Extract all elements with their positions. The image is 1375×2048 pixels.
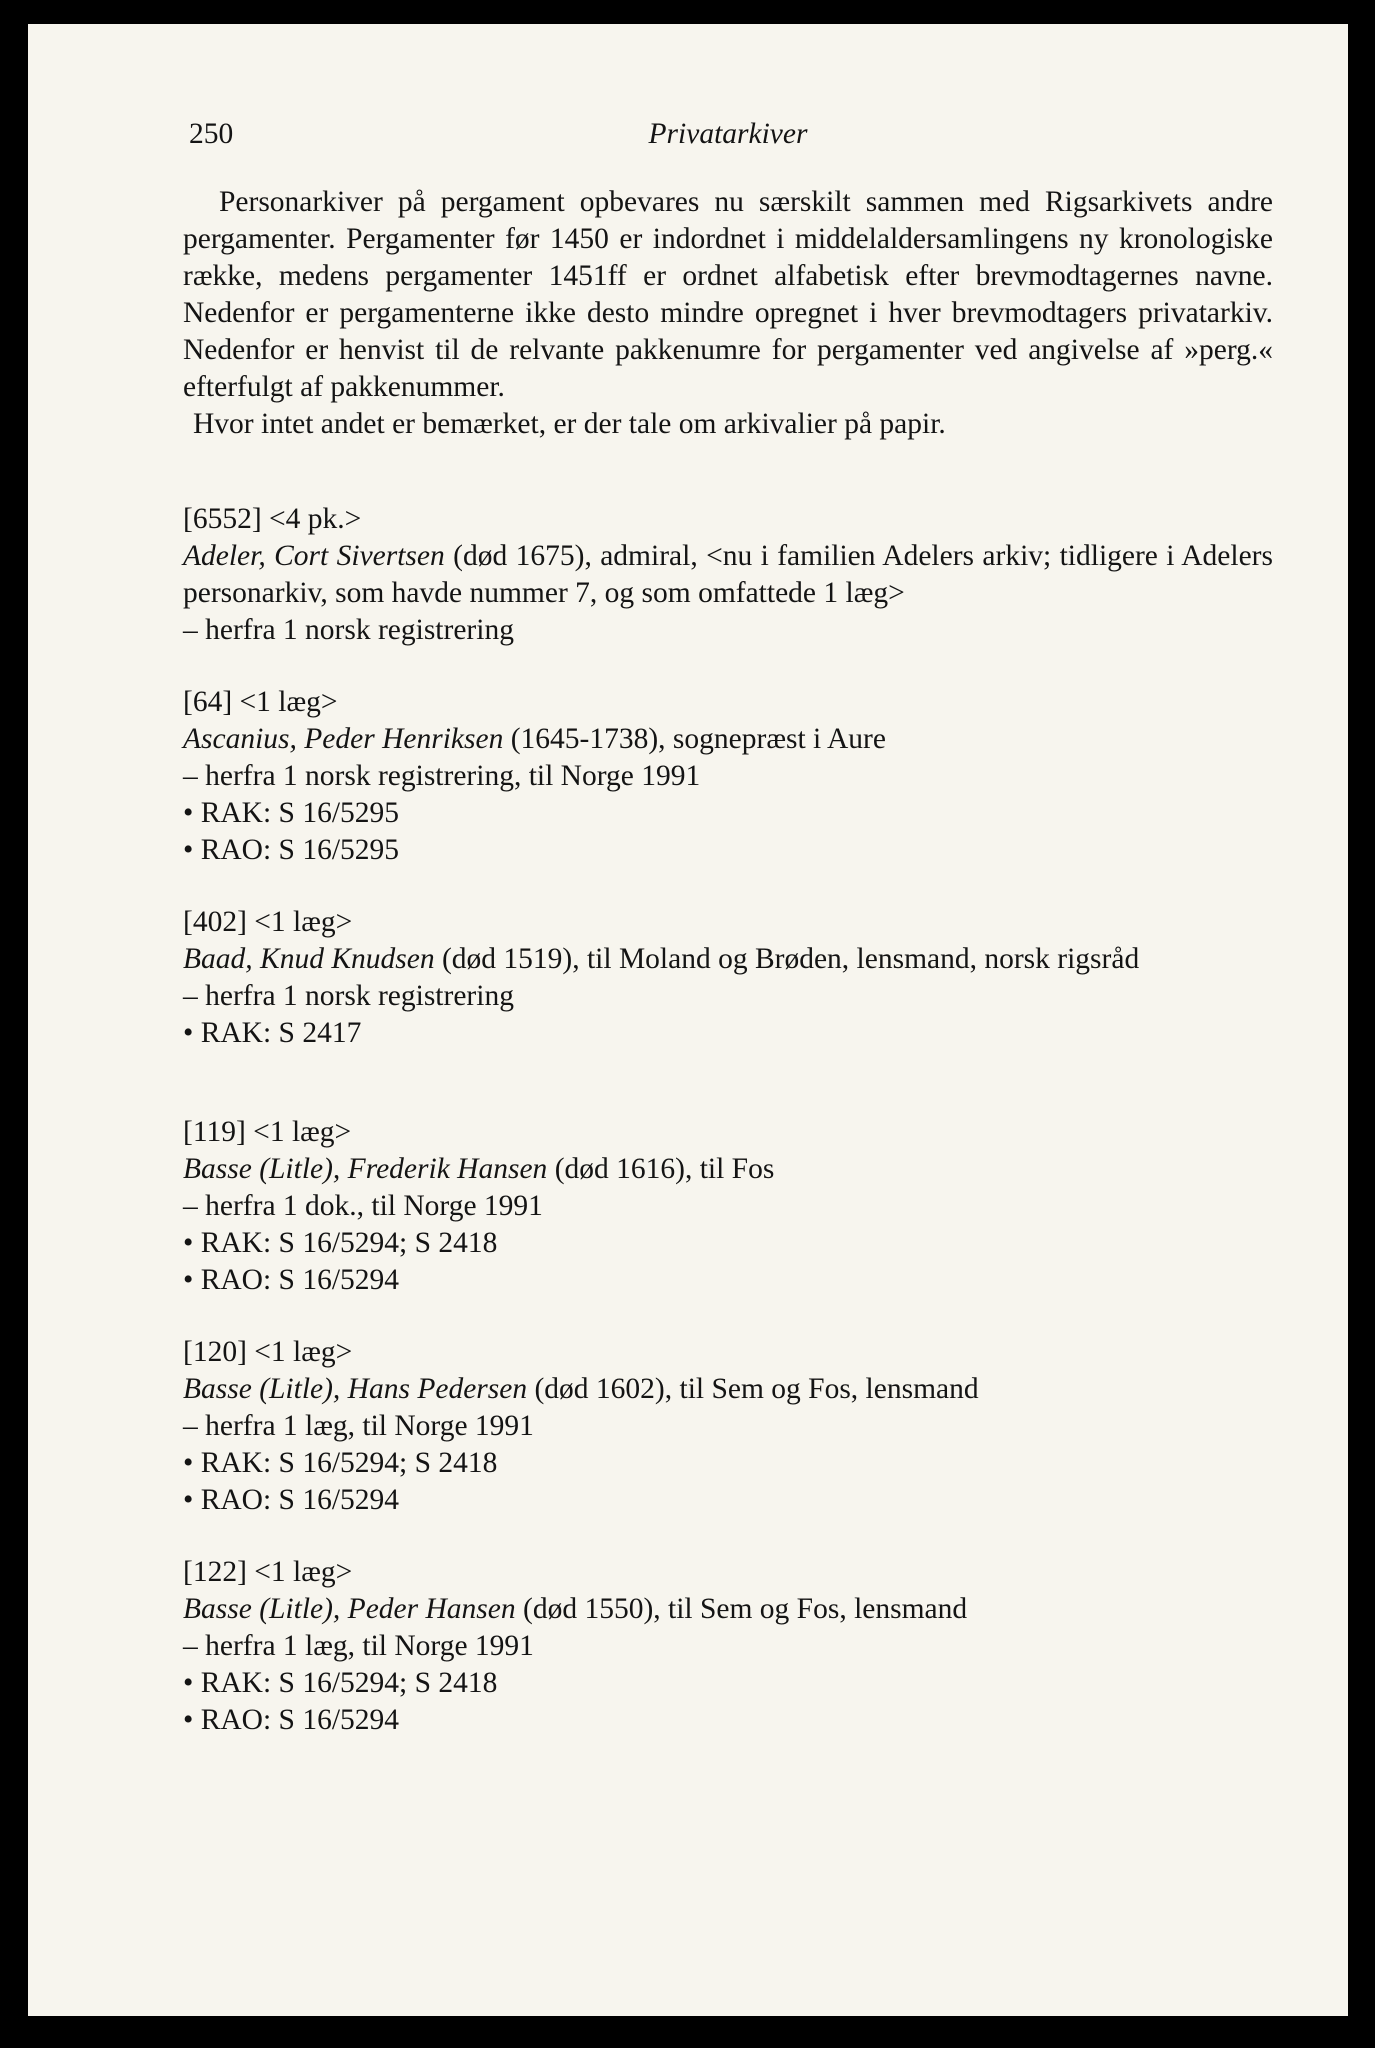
page-number: 250 [189, 118, 234, 150]
intro-text [183, 184, 1273, 443]
entry-detail-line: • RAK: S 16/5294; S 2418 [183, 1447, 498, 1479]
archive-entry [183, 904, 1273, 1052]
page-content [183, 116, 1273, 1774]
document-page [28, 24, 1348, 2016]
entry-heading [183, 941, 1273, 978]
archive-entry [183, 1114, 1273, 1299]
entry-person-name: Basse (Litle), Peder Hansen [183, 1593, 516, 1625]
entry-reference: [6552] <4 pk.> [183, 503, 362, 535]
entry-detail-line: • RAO: S 16/5295 [183, 834, 400, 866]
entry-person-name: Baad, Knud Knudsen [183, 943, 435, 975]
entry-detail-line: • RAK: S 16/5295 [183, 797, 400, 829]
entry-detail-line: • RAK: S 2417 [183, 1017, 362, 1049]
entry-reference: [402] <1 læg> [183, 906, 353, 938]
entry-description: (død 1550), til Sem og Fos, lensmand [515, 1593, 968, 1625]
entry-detail-line: – herfra 1 norsk registrering [183, 614, 514, 646]
archive-entry [183, 501, 1273, 649]
entry-description: (1645-1738), sognepræst i Aure [503, 723, 886, 755]
entry-heading [183, 1371, 1273, 1408]
entry-detail-line: • RAO: S 16/5294 [183, 1484, 400, 1516]
entry-heading [183, 721, 1273, 758]
entry-reference: [120] <1 læg> [183, 1336, 353, 1368]
running-title: Privatarkiver [648, 118, 808, 150]
entry-reference: [122] <1 læg> [183, 1556, 353, 1588]
intro-paragraph: Hvor intet andet er bemærket, er der tale om arkivalier på papir. [193, 408, 946, 440]
entry-detail-line: • RAK: S 16/5294; S 2418 [183, 1227, 498, 1259]
entry-person-name: Ascanius, Peder Henriksen [183, 723, 504, 755]
intro-paragraph: Personarkiver på pergament opbevares nu særskilt sammen med Rigsarkivets andre pergamenter. Pergamenter før 1450 er indordnet i middelaldersamlingens ny kronologiske række, medens pergamenter 1451ff er ordnet alfabetisk efter brevmodtagernes navne. Nedenfor er pergamenterne ikke desto mindre opregnet i hver brevmodtagers privatarkiv. Nedenfor er henvist til de relvante pakkenumre for pergamenter ved angivelse af »perg.« efterfulgt af pakkenummer. [183, 186, 1273, 403]
archive-entries [183, 501, 1273, 1739]
entry-reference: [119] <1 læg> [183, 1116, 352, 1148]
entry-detail-line: • RAK: S 16/5294; S 2418 [183, 1667, 498, 1699]
entry-detail-line: – herfra 1 læg, til Norge 1991 [183, 1630, 534, 1662]
entry-description: (død 1519), til Moland og Brøden, lensmand, norsk rigsråd [434, 943, 1140, 975]
entry-person-name: Adeler, Cort Sivertsen [183, 540, 445, 572]
entry-heading [183, 538, 1273, 612]
entry-detail-line: • RAO: S 16/5294 [183, 1704, 400, 1736]
entry-description: (død 1602), til Sem og Fos, lensmand [527, 1373, 979, 1405]
page-header [183, 116, 1273, 156]
entry-heading [183, 1151, 1273, 1188]
entry-description: (død 1616), til Fos [547, 1153, 775, 1185]
archive-entry [183, 1334, 1273, 1519]
archive-entry [183, 684, 1273, 869]
entry-person-name: Basse (Litle), Hans Pedersen [183, 1373, 528, 1405]
entry-detail-line: – herfra 1 dok., til Norge 1991 [183, 1190, 543, 1222]
entry-detail-line: – herfra 1 norsk registrering [183, 980, 514, 1012]
entry-detail-line: – herfra 1 læg, til Norge 1991 [183, 1410, 534, 1442]
entry-person-name: Basse (Litle), Frederik Hansen [183, 1153, 548, 1185]
entry-detail-line: • RAO: S 16/5294 [183, 1264, 400, 1296]
archive-entry [183, 1554, 1273, 1739]
entry-description: (død 1675), admiral, <nu i familien Adelers arkiv; tidligere i Adelers personarkiv, som havde nummer 7, og som omfattede 1 læg> [183, 540, 1273, 609]
entry-detail-line: – herfra 1 norsk registrering, til Norge 1991 [183, 760, 701, 792]
entry-heading [183, 1591, 1273, 1628]
entry-reference: [64] <1 læg> [183, 686, 338, 718]
